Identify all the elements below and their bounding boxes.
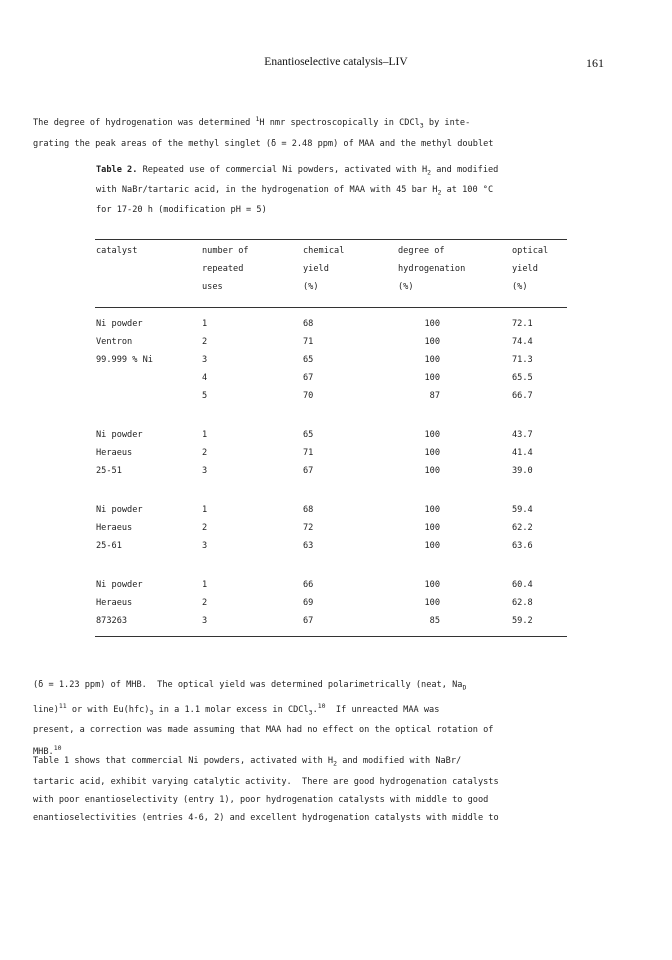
cell-hydrogenation: 100 — [424, 466, 440, 476]
cell-uses: 1 — [202, 319, 208, 329]
subscript: D — [462, 683, 467, 692]
header-opt-1: optical — [512, 246, 549, 256]
cell-chemical-yield: 67 — [303, 466, 314, 476]
cell-optical-yield: 71.3 — [512, 355, 533, 365]
table-label: Table 2. — [96, 165, 138, 175]
cell-uses: 1 — [202, 580, 208, 590]
header-chem-2: yield — [303, 264, 329, 274]
superscript: 10 — [317, 701, 326, 710]
cell-optical-yield: 39.0 — [512, 466, 533, 476]
caption-line-3: for 17-20 h (modification pH = 5) — [96, 205, 267, 216]
subscript: 2 — [437, 188, 442, 197]
header-hydro-1: degree of — [398, 246, 445, 256]
cell-uses: 2 — [202, 337, 208, 347]
text-run: The degree of hydrogenation was determined — [33, 117, 256, 128]
text-run: at 100 °C — [441, 185, 494, 196]
cell-hydrogenation: 100 — [424, 319, 440, 329]
cell-optical-yield: 63.6 — [512, 541, 533, 551]
header-uses-2: repeated — [202, 264, 244, 274]
cell-catalyst: Heraeus — [96, 523, 133, 533]
cell-uses: 1 — [202, 430, 208, 440]
text-run: in a 1.1 molar excess in CDCl — [153, 704, 309, 715]
cell-chemical-yield: 70 — [303, 391, 314, 401]
cell-catalyst: Ni powder — [96, 505, 143, 515]
cell-uses: 2 — [202, 448, 208, 458]
running-header-title: Enantioselective catalysis–LIV — [264, 56, 408, 68]
cell-catalyst: Ventron — [96, 337, 133, 347]
header-uses-3: uses — [202, 282, 223, 292]
cell-uses: 3 — [202, 355, 208, 365]
cell-optical-yield: 59.4 — [512, 505, 533, 515]
cell-hydrogenation: 100 — [424, 598, 440, 608]
cell-chemical-yield: 67 — [303, 373, 314, 383]
text-run: MHB. — [33, 747, 54, 758]
text-run: and modified with NaBr/ — [337, 756, 462, 766]
cell-chemical-yield: 72 — [303, 523, 314, 533]
cell-chemical-yield: 68 — [303, 505, 314, 515]
cell-optical-yield: 60.4 — [512, 580, 533, 590]
cell-hydrogenation: 100 — [424, 430, 440, 440]
cell-optical-yield: 43.7 — [512, 430, 533, 440]
cell-hydrogenation: 100 — [424, 355, 440, 365]
cell-chemical-yield: 65 — [303, 430, 314, 440]
cell-optical-yield: 66.7 — [512, 391, 533, 401]
body-line-3: present, a correction was made assuming that MAA had no effect on the optical rotation of — [33, 725, 494, 736]
cell-uses: 2 — [202, 598, 208, 608]
page-number: 161 — [586, 56, 604, 70]
cell-uses: 4 — [202, 373, 208, 383]
cell-catalyst: Ni powder — [96, 319, 143, 329]
text-run: with NaBr/tartaric acid, in the hydrogenation of MAA with 45 bar H — [96, 185, 438, 196]
body-line-8: enantioselectivities (entries 4-6, 2) and excellent hydrogenation catalysts with middle to — [33, 812, 499, 823]
header-hydro-3: (%) — [398, 282, 414, 292]
header-opt-3: (%) — [512, 282, 528, 292]
text-run: If unreacted MAA was — [325, 704, 440, 715]
cell-optical-yield: 62.2 — [512, 523, 533, 533]
text-run: . — [312, 704, 318, 715]
subscript: 3 — [149, 708, 154, 717]
table-top-rule — [95, 239, 567, 240]
header-chem-3: (%) — [303, 282, 319, 292]
text-run: (δ = 1.23 ppm) of MHB. The optical yield was determined polarimetrically (neat, Na — [33, 680, 463, 690]
subscript: 3 — [419, 121, 424, 130]
body-line-7: with poor enantioselectivity (entry 1), poor hydrogenation catalysts with middle to good — [33, 794, 489, 805]
cell-chemical-yield: 63 — [303, 541, 314, 551]
subscript: 3 — [308, 708, 313, 717]
cell-hydrogenation: 100 — [424, 523, 440, 533]
intro-line-2: grating the peak areas of the methyl singlet (δ = 2.48 ppm) of MAA and the methyl doublet — [33, 138, 494, 149]
cell-hydrogenation: 87 — [429, 391, 440, 401]
table-header-rule — [95, 307, 567, 308]
cell-chemical-yield: 65 — [303, 355, 314, 365]
cell-catalyst: Ni powder — [96, 580, 143, 590]
body-line-6: tartaric acid, exhibit varying catalytic activity. There are good hydrogenation catalysts — [33, 776, 499, 787]
body-line-5 — [33, 752, 633, 773]
cell-optical-yield: 72.1 — [512, 319, 533, 329]
header-hydro-2: hydrogenation — [398, 264, 466, 274]
header-opt-2: yield — [512, 264, 538, 274]
cell-catalyst: Heraeus — [96, 598, 133, 608]
body-paragraph-1 — [33, 676, 633, 761]
text-run: and modified — [431, 165, 499, 175]
caption-line-2 — [96, 182, 596, 202]
cell-hydrogenation: 100 — [424, 337, 440, 347]
cell-hydrogenation: 100 — [424, 541, 440, 551]
superscript: 10 — [53, 744, 62, 753]
cell-uses: 5 — [202, 391, 208, 401]
cell-hydrogenation: 100 — [424, 580, 440, 590]
table-bottom-rule — [95, 636, 567, 637]
text-run: by inte- — [423, 117, 471, 128]
text-run: line) — [33, 704, 59, 715]
subscript: 2 — [427, 168, 432, 177]
cell-hydrogenation: 100 — [424, 505, 440, 515]
cell-optical-yield: 62.8 — [512, 598, 533, 608]
cell-catalyst: Heraeus — [96, 448, 133, 458]
text-run: H nmr spectroscopically in CDCl — [259, 117, 420, 128]
body-line-1 — [33, 676, 633, 697]
header-uses-1: number of — [202, 246, 249, 256]
intro-line-1 — [33, 110, 633, 135]
cell-optical-yield: 59.2 — [512, 616, 533, 626]
cell-uses: 3 — [202, 541, 208, 551]
cell-catalyst: 99.999 % Ni — [96, 355, 153, 365]
body-paragraph-2 — [33, 752, 633, 827]
body-line-2 — [33, 697, 633, 722]
cell-catalyst: Ni powder — [96, 430, 143, 440]
superscript: 11 — [58, 701, 67, 710]
text-run: Table 1 shows that commercial Ni powders, activated with H — [33, 756, 334, 766]
cell-catalyst: 25-51 — [96, 466, 122, 476]
cell-catalyst: 873263 — [96, 616, 128, 626]
cell-uses: 3 — [202, 616, 208, 626]
cell-hydrogenation: 100 — [424, 448, 440, 458]
cell-chemical-yield: 67 — [303, 616, 314, 626]
cell-chemical-yield: 66 — [303, 580, 314, 590]
text-run: Repeated use of commercial Ni powders, activated with H — [137, 165, 428, 175]
caption-line-1 — [96, 162, 596, 182]
cell-catalyst: 25-61 — [96, 541, 122, 551]
cell-chemical-yield: 71 — [303, 337, 314, 347]
cell-uses: 1 — [202, 505, 208, 515]
subscript: 2 — [333, 759, 338, 768]
table-caption — [96, 162, 596, 220]
cell-hydrogenation: 85 — [429, 616, 440, 626]
cell-chemical-yield: 68 — [303, 319, 314, 329]
header-chem-1: chemical — [303, 246, 345, 256]
text-run: or with Eu(hfc) — [66, 704, 150, 715]
cell-chemical-yield: 71 — [303, 448, 314, 458]
cell-uses: 3 — [202, 466, 208, 476]
cell-hydrogenation: 100 — [424, 373, 440, 383]
header-catalyst: catalyst — [96, 246, 138, 256]
cell-optical-yield: 74.4 — [512, 337, 533, 347]
intro-paragraph — [33, 110, 633, 153]
cell-optical-yield: 41.4 — [512, 448, 533, 458]
cell-optical-yield: 65.5 — [512, 373, 533, 383]
superscript: 1 — [255, 115, 260, 123]
cell-chemical-yield: 69 — [303, 598, 314, 608]
cell-uses: 2 — [202, 523, 208, 533]
